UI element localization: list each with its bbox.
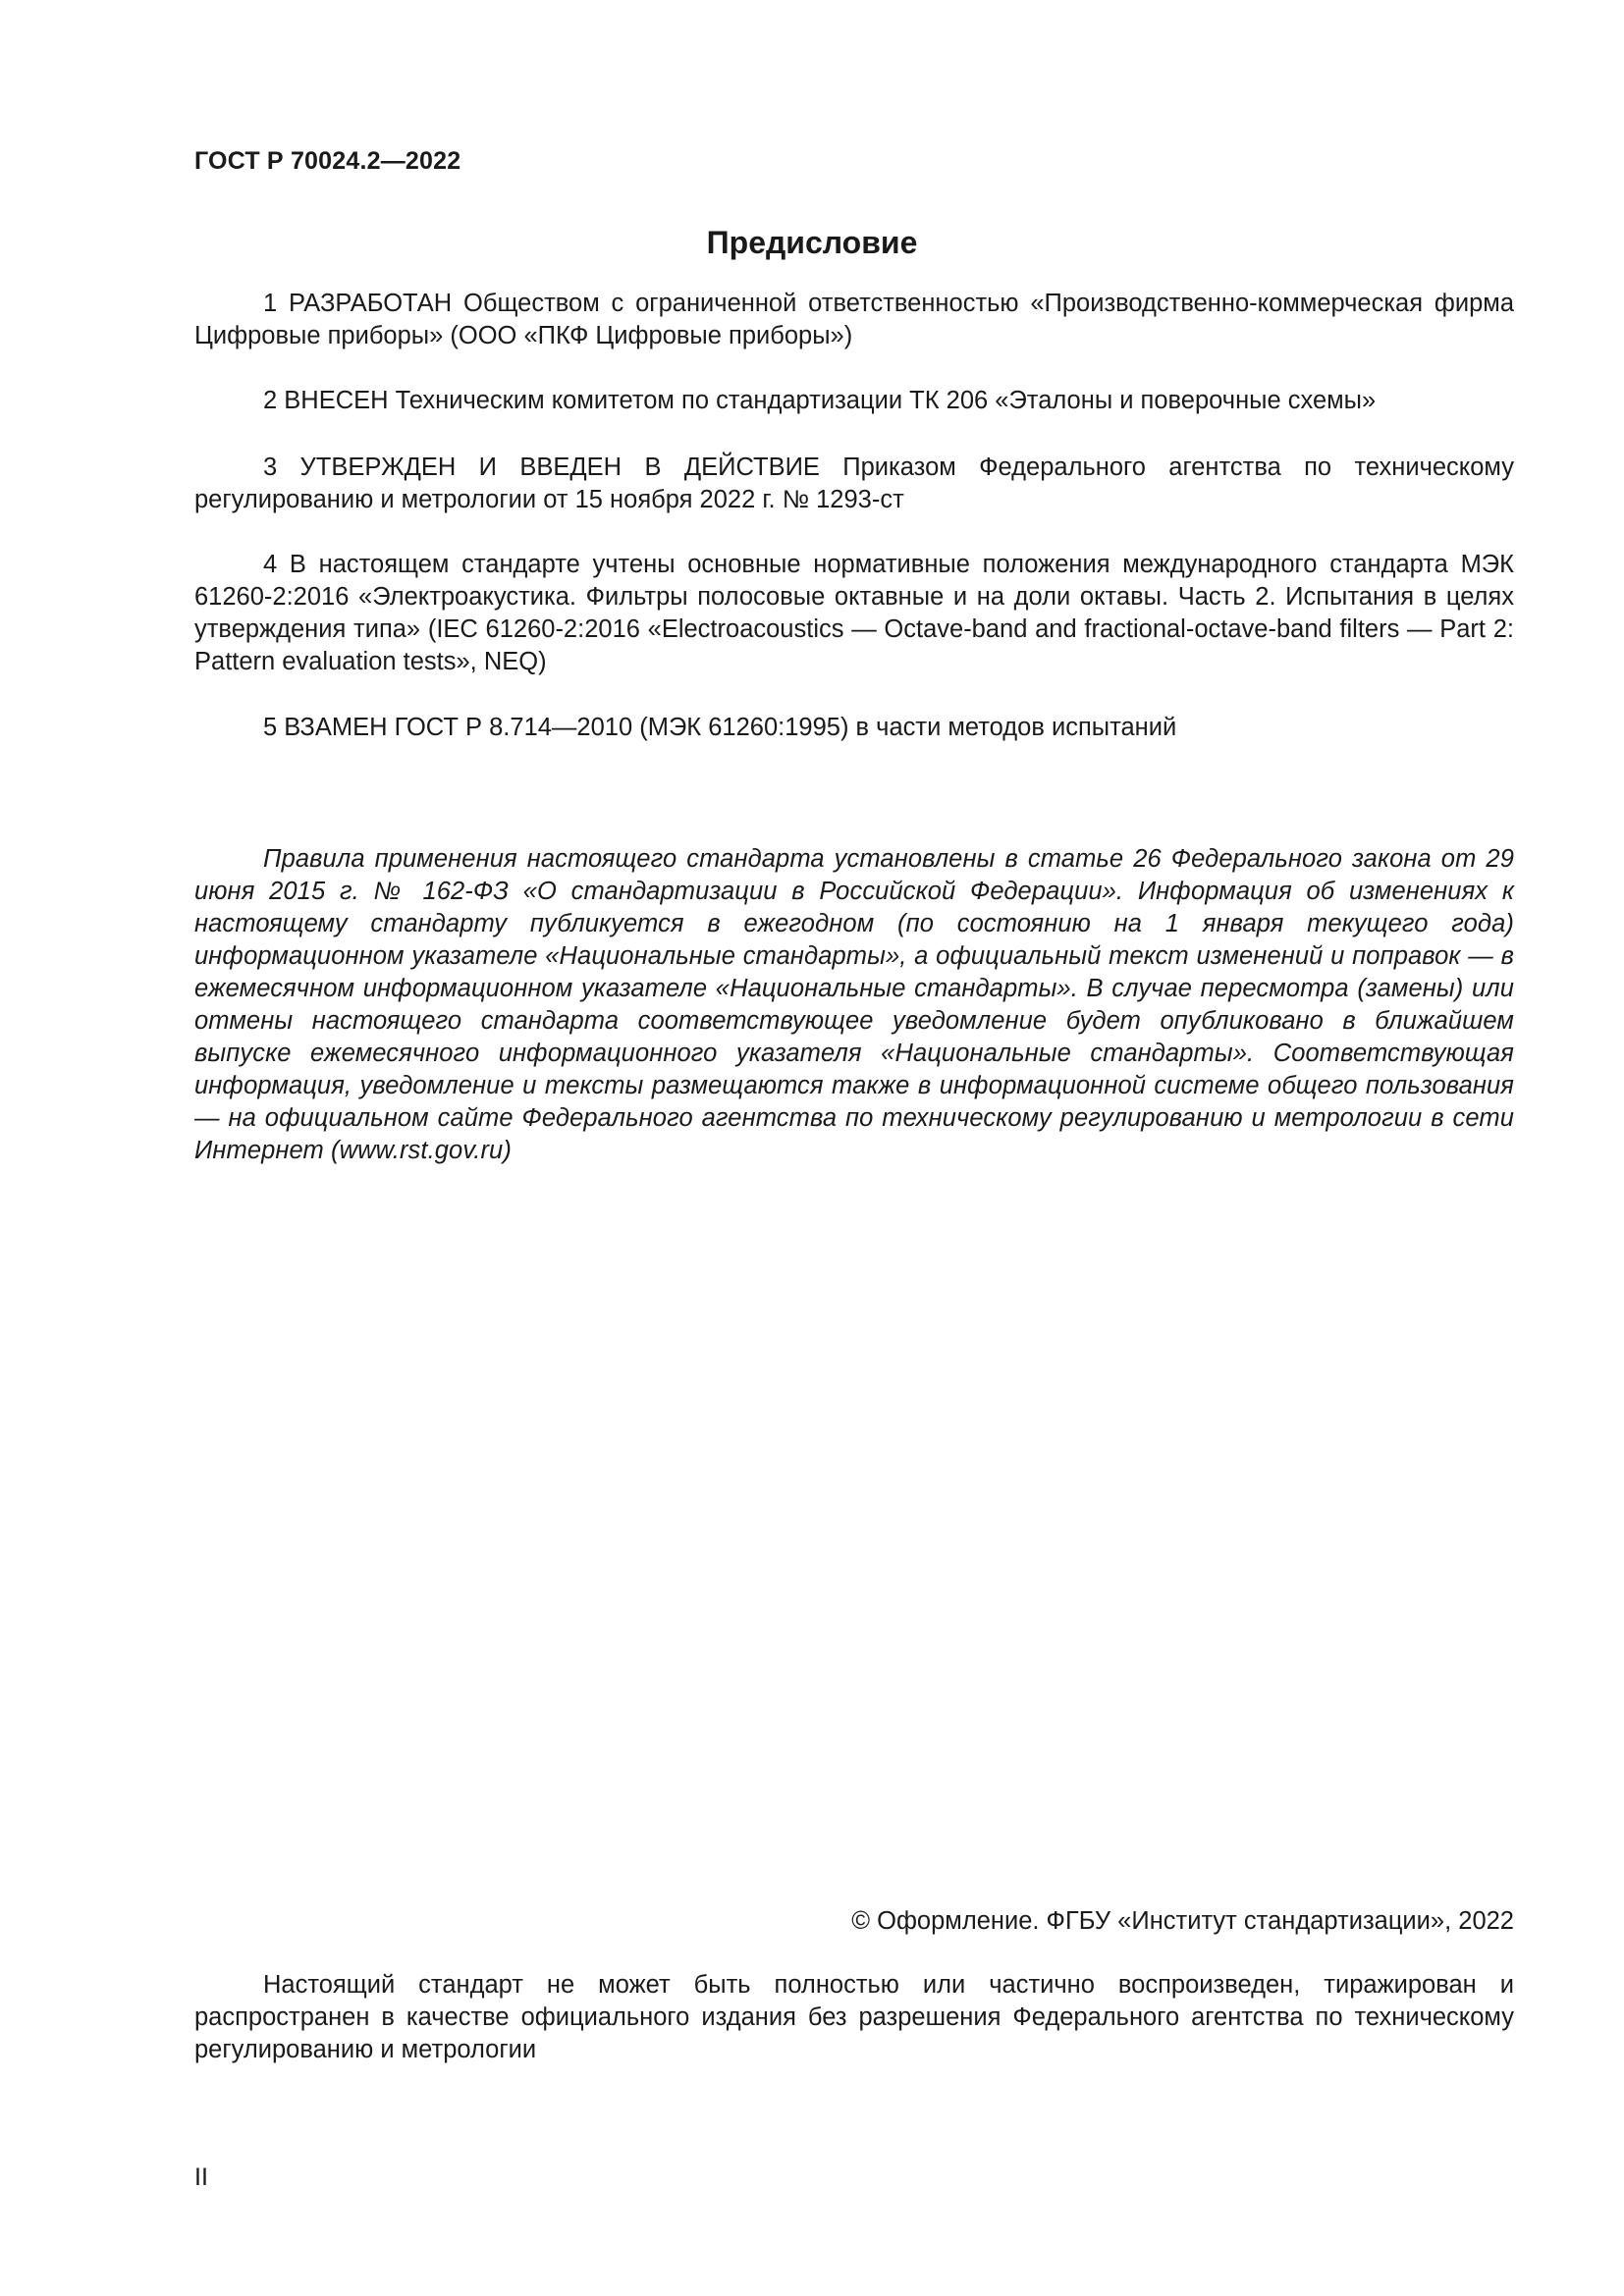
reproduction-notice: Настоящий стандарт не может быть полностью или частично воспроизведен, тиражирован и распространен в качестве официального издания без разрешения Федерального агентства по техническому регулированию и метрологии bbox=[194, 1971, 1514, 2063]
document-id-header: ГОСТ Р 70024.2—2022 bbox=[194, 147, 461, 175]
copyright-notice: © Оформление. ФГБУ «Институт стандартизации», 2022 bbox=[851, 1907, 1514, 1935]
foreword-item-2: 2 ВНЕСЕН Техническим комитетом по стандартизации ТК 206 «Эталоны и поверочные схемы» bbox=[263, 387, 1377, 414]
foreword-item-1: 1 РАЗРАБОТАН Обществом с ограниченной ответственностью «Производственно-коммерческая фирма Цифровые приборы» (ООО «ПКФ Цифровые приборы») bbox=[194, 290, 1514, 349]
section-title: Предисловие bbox=[706, 225, 918, 260]
application-rules-notice: Правила применения настоящего стандарта установлены в статье 26 Федерального закона от 29 июня 2015 г. № 162-ФЗ «О стандартизации в Российской Федерации». Информация об изменениях к настоящему стандарту публикуется в ежегодном (по состоянию на 1 января текущего года) информационном указателе «Национальные стандарты», а официальный текст изменений и поправок — в ежемесячном информационном указателе «Национальные стандарты». В случае пересмотра (замены) или отмены настоящего стандарта соответствующее уведомление будет опубликовано в ближайшем выпуске ежемесячного информационного указателя «Национальные стандарты». Соответствующая информация, уведомление и тексты размещаются также в информационной системе общего пользования — на официальном сайте Федерального агентства по техническому регулированию и метрологии в сети Интернет (www.rst.gov.ru) bbox=[194, 845, 1514, 1164]
foreword-item-4: 4 В настоящем стандарте учтены основные нормативные положения международного стандарта МЭК 61260-2:2016 «Электроакустика. Фильтры полосовые октавные и на доли октавы. Часть 2. Испытания в целях утверждения типа» (IEC 61260-2:2016 «Electroacoustics — Octave-band and fractional-octave-band filters — Part 2: Pattern evaluation tests», NEQ) bbox=[194, 551, 1514, 675]
foreword-item-5: 5 ВЗАМЕН ГОСТ Р 8.714—2010 (МЭК 61260:1995) в части методов испытаний bbox=[263, 714, 1177, 741]
page-number: II bbox=[194, 2163, 208, 2191]
foreword-item-3: 3 УТВЕРЖДЕН И ВВЕДЕН В ДЕЙСТВИЕ Приказом Федерального агентства по техническому регулированию и метрологии от 15 ноября 2022 г. № 1293-ст bbox=[194, 454, 1514, 513]
